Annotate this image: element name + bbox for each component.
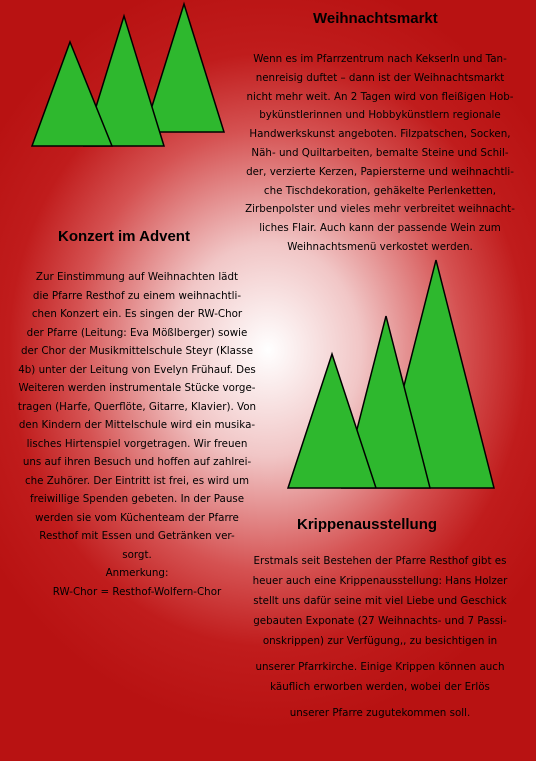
text-line: heuer auch eine Krippenausstellung: Hans Holzer	[252, 575, 508, 587]
text-line: tragen (Harfe, Querflöte, Gitarre, Klavier). Von	[17, 400, 257, 413]
text-line: Weiteren werden instrumentale Stücke vorge-	[18, 382, 256, 394]
text-line: che Zuhörer. Der Eintritt ist frei, es wird um	[24, 474, 250, 487]
tree-back-icon	[144, 4, 224, 132]
text-line: lisches Hirtenspiel vorgetragen. Wir freuen	[26, 437, 248, 450]
text-line: gebauten Exponate (27 Weihnachts- und 7 Passi-	[253, 615, 507, 627]
text-line: 4b) unter der Leitung von Evelyn Frühauf. Des	[18, 363, 256, 376]
text-line: stellt uns dafür seine mit viel Liebe und Geschick	[253, 595, 507, 607]
text-line: sorgt.	[122, 548, 152, 561]
text-line: nicht mehr weit. An 2 Tagen wird von fleißigen Hob-	[246, 90, 514, 103]
text-line: Weihnachtsmenü verkostet werden.	[287, 240, 473, 253]
christmas-trees-top-left-icon	[38, 0, 238, 150]
text-line: den Kindern der Mittelschule wird ein musika-	[18, 419, 256, 431]
text-line: uns auf ihren Besuch und hoffen auf zahlrei-	[22, 456, 252, 468]
text-line: Erstmals seit Bestehen der Pfarre Resthof gibt es	[253, 555, 507, 567]
text-line: freiwillige Spenden gebeten. In der Pause	[29, 493, 245, 505]
text-line: liches Flair. Auch kann der passende Wein zum	[259, 222, 501, 235]
text-line: Wenn es im Pfarrzentrum nach Kekserln und Tan-	[253, 53, 507, 65]
christmas-trees-middle-right-icon	[290, 258, 510, 498]
text-line: unserer Pfarre zugutekommen soll.	[289, 707, 471, 719]
konzert-text	[12, 268, 262, 601]
text-line: chen Konzert ein. Es singen der RW-Chor	[31, 308, 243, 320]
text-line: unserer Pfarrkirche. Einige Krippen können auch	[255, 661, 505, 673]
text-line: Handwerkskunst angeboten. Filzpatschen, Socken,	[249, 128, 511, 141]
krippenausstellung-heading: Krippenausstellung	[297, 516, 438, 533]
krippenausstellung-text	[232, 551, 528, 723]
text-line: nenreisig duftet – dann ist der Weihnachtsmarkt	[255, 71, 505, 84]
text-line: bykünstlerinnen und Hobbykünstlern regionale	[259, 109, 501, 122]
text-line: käuflich erworben werden, wobei der Erlös	[270, 681, 490, 693]
text-line: der Pfarre (Leitung: Eva Mößlberger) sowie	[26, 326, 248, 339]
konzert-heading: Konzert im Advent	[58, 228, 190, 245]
text-line: Zirbenpolster und vieles mehr verbreitet weihnacht-	[245, 203, 515, 216]
text-line: RW-Chor = Resthof-Wolfern-Chor	[52, 585, 222, 598]
text-line: der, verzierte Kerzen, Papiersterne und weihnachtli-	[246, 165, 514, 178]
text-line: Zur Einstimmung auf Weihnachten lädt	[35, 271, 239, 283]
text-line: werden sie vom Küchenteam der Pfarre	[35, 511, 239, 524]
text-line: die Pfarre Resthof zu einem weihnachtli-	[32, 289, 242, 302]
weihnachtsmarkt-heading: Weihnachtsmarkt	[313, 10, 438, 27]
text-line: Resthof mit Essen und Getränken ver-	[39, 530, 235, 542]
text-line: che Tischdekoration, gehäkelte Perlenketten,	[263, 184, 497, 197]
weihnachtsmarkt-text	[232, 50, 528, 257]
text-line: onskrippen) zur Verfügung,, zu besichtigen in	[262, 635, 498, 647]
text-line: der Chor der Musikmittelschule Steyr (Klasse	[20, 345, 254, 357]
text-line: Näh- und Quiltarbeiten, bemalte Steine und Schil-	[251, 146, 509, 159]
text-line: Anmerkung:	[105, 567, 169, 579]
